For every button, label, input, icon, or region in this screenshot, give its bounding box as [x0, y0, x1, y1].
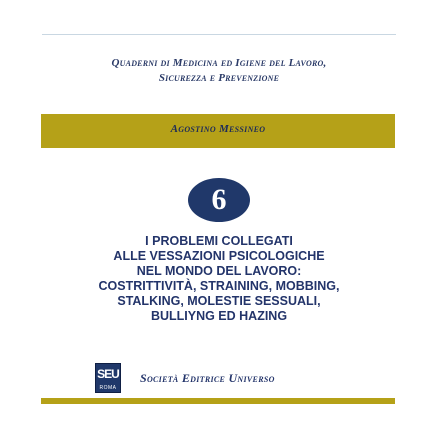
- author-banner: [41, 114, 395, 148]
- title-line: STALKING, MOLESTIE SESSUALI,: [117, 294, 321, 308]
- volume-number: 6: [211, 183, 227, 216]
- series-title-line-2: Sicurezza e Prevenzione: [158, 72, 280, 84]
- author-name: Agostino Messineo: [170, 123, 266, 135]
- title-line: I PROBLEMI COLLEGATI: [145, 234, 293, 248]
- publisher-logo: [95, 363, 121, 393]
- title-line: ALLE VESSAZIONI PSICOLOGICHE: [113, 249, 325, 263]
- series-title: [0, 56, 438, 86]
- publisher-name: Società Editrice Universo: [140, 371, 275, 385]
- publisher-logo-subtext: ROMA: [99, 385, 117, 391]
- top-divider: [42, 34, 396, 35]
- bottom-divider-bar: [41, 398, 395, 404]
- book-title: [20, 234, 418, 324]
- publisher-logo-text: SEU: [97, 367, 119, 381]
- title-line: NEL MONDO DEL LAVORO:: [136, 264, 302, 278]
- title-line: BULLIYNG ED HAZING: [150, 309, 288, 323]
- series-title-line-1: Quaderni di Medicina ed Igiene del Lavoro,: [111, 57, 327, 69]
- title-line: COSTRITTIVITÀ, STRAINING, MOBBING,: [98, 279, 340, 293]
- volume-badge: [188, 178, 250, 222]
